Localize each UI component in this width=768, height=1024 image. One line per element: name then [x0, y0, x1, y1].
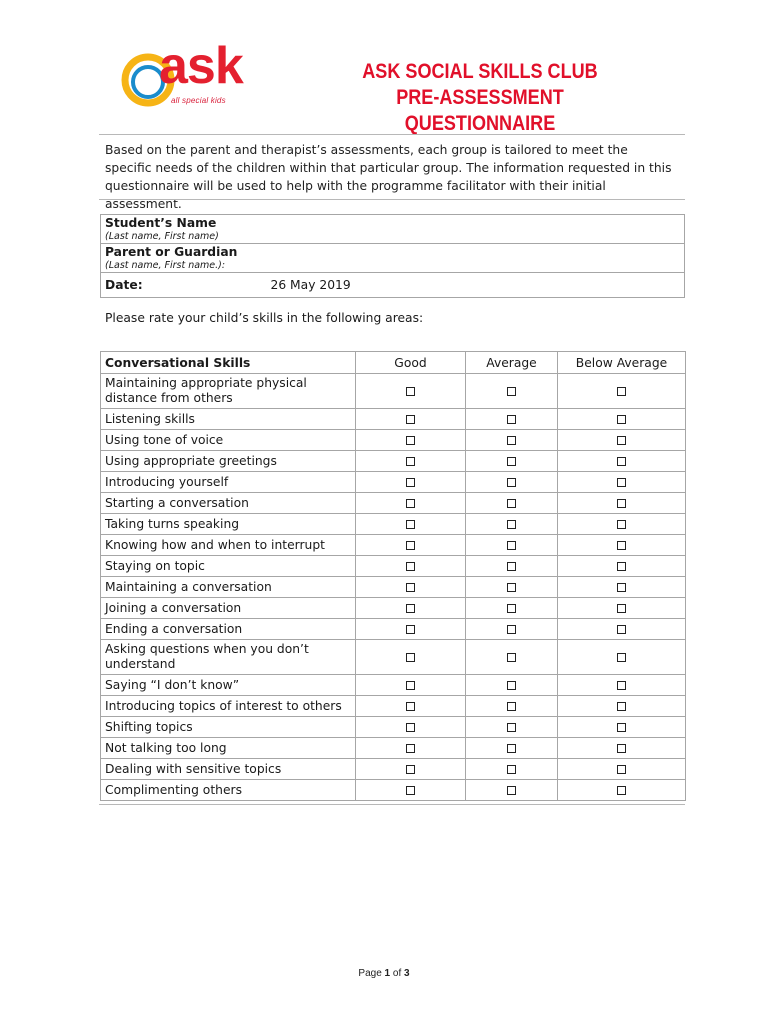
rating-cell-good — [356, 675, 466, 696]
checkbox-good[interactable] — [406, 457, 415, 466]
checkbox-below-average[interactable] — [617, 681, 626, 690]
rating-cell-average — [466, 409, 558, 430]
date-value: 26 May 2019 — [270, 278, 351, 292]
rating-cell-good — [356, 493, 466, 514]
rating-cell-good — [356, 640, 466, 675]
checkbox-average[interactable] — [507, 786, 516, 795]
info-table — [100, 214, 685, 298]
skill-label: Maintaining appropriate physical distance from others — [101, 374, 356, 409]
checkbox-good[interactable] — [406, 625, 415, 634]
rating-cell-good — [356, 409, 466, 430]
info-row-student — [101, 215, 685, 244]
skill-row — [101, 780, 686, 801]
logo-wordmark: ask — [159, 37, 243, 95]
checkbox-below-average[interactable] — [617, 387, 626, 396]
rating-cell-good — [356, 451, 466, 472]
rating-cell-good — [356, 556, 466, 577]
info-row-parent — [101, 244, 685, 273]
checkbox-below-average[interactable] — [617, 653, 626, 662]
checkbox-average[interactable] — [507, 681, 516, 690]
rating-cell-good — [356, 535, 466, 556]
page-subtitle: PRE-ASSESSMENT QUESTIONNAIRE — [396, 86, 564, 135]
page-footer — [0, 968, 768, 979]
rating-cell-average — [466, 675, 558, 696]
parent-name-hint: (Last name, First name.): — [105, 260, 226, 271]
rating-cell-average — [466, 640, 558, 675]
rating-cell-below-average — [558, 556, 686, 577]
checkbox-average[interactable] — [507, 765, 516, 774]
checkbox-below-average[interactable] — [617, 583, 626, 592]
checkbox-good[interactable] — [406, 499, 415, 508]
rating-cell-average — [466, 717, 558, 738]
checkbox-below-average[interactable] — [617, 723, 626, 732]
logo-tagline: all special kids — [171, 96, 226, 105]
rating-cell-good — [356, 598, 466, 619]
checkbox-average[interactable] — [507, 415, 516, 424]
rating-cell-below-average — [558, 619, 686, 640]
rating-cell-average — [466, 619, 558, 640]
rating-cell-below-average — [558, 717, 686, 738]
divider-intro — [99, 199, 685, 200]
rating-cell-good — [356, 717, 466, 738]
parent-name-field[interactable] — [101, 244, 685, 273]
checkbox-good[interactable] — [406, 387, 415, 396]
skill-label: Staying on topic — [101, 556, 356, 577]
date-field[interactable] — [101, 273, 685, 298]
date-label: Date: — [105, 277, 143, 292]
checkbox-below-average[interactable] — [617, 562, 626, 571]
rating-prompt: Please rate your child’s skills in the following areas: — [105, 311, 424, 325]
checkbox-average[interactable] — [507, 520, 516, 529]
skill-label: Ending a conversation — [101, 619, 356, 640]
skill-row — [101, 374, 686, 409]
rating-cell-average — [466, 451, 558, 472]
skill-label: Joining a conversation — [101, 598, 356, 619]
skill-row — [101, 556, 686, 577]
parent-name-label: Parent or Guardian — [105, 245, 238, 259]
checkbox-below-average[interactable] — [617, 744, 626, 753]
rating-cell-good — [356, 430, 466, 451]
student-name-field[interactable] — [101, 215, 685, 244]
skill-row — [101, 472, 686, 493]
checkbox-below-average[interactable] — [617, 541, 626, 550]
rating-cell-average — [466, 598, 558, 619]
rating-cell-below-average — [558, 696, 686, 717]
checkbox-good[interactable] — [406, 681, 415, 690]
checkbox-average[interactable] — [507, 604, 516, 613]
checkbox-below-average[interactable] — [617, 436, 626, 445]
skill-row — [101, 696, 686, 717]
skill-label: Using appropriate greetings — [101, 451, 356, 472]
skill-row — [101, 619, 686, 640]
checkbox-below-average[interactable] — [617, 478, 626, 487]
checkbox-below-average[interactable] — [617, 415, 626, 424]
skill-row — [101, 598, 686, 619]
skill-row — [101, 493, 686, 514]
skill-row — [101, 640, 686, 675]
skill-row — [101, 717, 686, 738]
header-good: Good — [356, 352, 466, 374]
header-conversational-skills: Conversational Skills — [101, 352, 356, 374]
skill-label: Dealing with sensitive topics — [101, 759, 356, 780]
skill-label: Not talking too long — [101, 738, 356, 759]
checkbox-average[interactable] — [507, 541, 516, 550]
footer-of-word: of — [392, 968, 402, 979]
skill-label: Listening skills — [101, 409, 356, 430]
rating-cell-average — [466, 493, 558, 514]
checkbox-below-average[interactable] — [617, 625, 626, 634]
rating-cell-below-average — [558, 430, 686, 451]
rating-cell-good — [356, 619, 466, 640]
info-row-date — [101, 273, 685, 298]
rating-cell-good — [356, 780, 466, 801]
rating-cell-average — [466, 535, 558, 556]
skill-row — [101, 514, 686, 535]
rating-cell-average — [466, 759, 558, 780]
footer-page-total: 3 — [404, 968, 410, 979]
checkbox-below-average[interactable] — [617, 702, 626, 711]
checkbox-below-average[interactable] — [617, 765, 626, 774]
rating-cell-average — [466, 577, 558, 598]
checkbox-average[interactable] — [507, 499, 516, 508]
rating-cell-good — [356, 374, 466, 409]
skills-table — [100, 351, 686, 801]
checkbox-good[interactable] — [406, 604, 415, 613]
skill-label: Introducing topics of interest to others — [101, 696, 356, 717]
divider-top — [99, 134, 685, 135]
skill-label: Introducing yourself — [101, 472, 356, 493]
rating-cell-average — [466, 514, 558, 535]
page-title: ASK SOCIAL SKILLS CLUB — [362, 60, 598, 83]
checkbox-below-average[interactable] — [617, 457, 626, 466]
checkbox-average[interactable] — [507, 562, 516, 571]
rating-cell-average — [466, 556, 558, 577]
checkbox-good[interactable] — [406, 765, 415, 774]
skill-label: Shifting topics — [101, 717, 356, 738]
rating-cell-below-average — [558, 675, 686, 696]
checkbox-average[interactable] — [507, 625, 516, 634]
student-name-label: Student’s Name — [105, 216, 217, 230]
skill-row — [101, 409, 686, 430]
checkbox-average[interactable] — [507, 457, 516, 466]
skill-row — [101, 738, 686, 759]
rating-cell-below-average — [558, 409, 686, 430]
checkbox-good[interactable] — [406, 723, 415, 732]
checkbox-average[interactable] — [507, 436, 516, 445]
footer-page-current: 1 — [384, 968, 391, 979]
skill-row — [101, 451, 686, 472]
checkbox-average[interactable] — [507, 478, 516, 487]
rating-cell-good — [356, 738, 466, 759]
skill-label: Using tone of voice — [101, 430, 356, 451]
skill-label: Starting a conversation — [101, 493, 356, 514]
rating-cell-below-average — [558, 451, 686, 472]
skill-label: Maintaining a conversation — [101, 577, 356, 598]
checkbox-average[interactable] — [507, 702, 516, 711]
skills-header-row — [101, 352, 686, 374]
intro-paragraph: Based on the parent and therapist’s assessments, each group is tailored to meet the specific needs of the children within that particular group. The information requested in this questionnaire will be used to help with the programme facilitator with their initial assessment. — [105, 143, 672, 211]
checkbox-good[interactable] — [406, 541, 415, 550]
skill-row — [101, 430, 686, 451]
rating-cell-below-average — [558, 472, 686, 493]
rating-cell-below-average — [558, 535, 686, 556]
footer-page-word: Page — [358, 968, 382, 979]
checkbox-good[interactable] — [406, 562, 415, 571]
header-average: Average — [466, 352, 558, 374]
checkbox-below-average[interactable] — [617, 786, 626, 795]
skills-table-body — [101, 374, 686, 801]
skill-row — [101, 759, 686, 780]
checkbox-good[interactable] — [406, 583, 415, 592]
checkbox-average[interactable] — [507, 653, 516, 662]
rating-cell-good — [356, 514, 466, 535]
rating-cell-below-average — [558, 759, 686, 780]
rating-cell-good — [356, 472, 466, 493]
rating-cell-below-average — [558, 577, 686, 598]
rating-cell-good — [356, 696, 466, 717]
rating-cell-below-average — [558, 374, 686, 409]
header-below-average: Below Average — [558, 352, 686, 374]
checkbox-average[interactable] — [507, 744, 516, 753]
rating-cell-good — [356, 577, 466, 598]
rating-cell-average — [466, 696, 558, 717]
divider-bottom — [99, 804, 685, 805]
rating-cell-below-average — [558, 640, 686, 675]
rating-cell-below-average — [558, 738, 686, 759]
rating-cell-good — [356, 759, 466, 780]
rating-cell-below-average — [558, 780, 686, 801]
rating-cell-average — [466, 780, 558, 801]
checkbox-below-average[interactable] — [617, 520, 626, 529]
skill-label: Saying “I don’t know” — [101, 675, 356, 696]
checkbox-average[interactable] — [507, 583, 516, 592]
rating-cell-average — [466, 738, 558, 759]
skill-label: Taking turns speaking — [101, 514, 356, 535]
checkbox-good[interactable] — [406, 744, 415, 753]
rating-cell-average — [466, 374, 558, 409]
checkbox-good[interactable] — [406, 786, 415, 795]
rating-cell-average — [466, 472, 558, 493]
skill-row — [101, 577, 686, 598]
rating-cell-below-average — [558, 493, 686, 514]
checkbox-good[interactable] — [406, 415, 415, 424]
checkbox-good[interactable] — [406, 653, 415, 662]
rating-cell-below-average — [558, 514, 686, 535]
checkbox-average[interactable] — [507, 387, 516, 396]
checkbox-below-average[interactable] — [617, 604, 626, 613]
checkbox-good[interactable] — [406, 478, 415, 487]
skill-row — [101, 675, 686, 696]
checkbox-good[interactable] — [406, 702, 415, 711]
student-name-hint: (Last name, First name) — [105, 231, 219, 242]
checkbox-good[interactable] — [406, 436, 415, 445]
skill-row — [101, 535, 686, 556]
rating-cell-average — [466, 430, 558, 451]
skill-label: Knowing how and when to interrupt — [101, 535, 356, 556]
skill-label: Complimenting others — [101, 780, 356, 801]
checkbox-average[interactable] — [507, 723, 516, 732]
skill-label: Asking questions when you don’t understand — [101, 640, 356, 675]
checkbox-below-average[interactable] — [617, 499, 626, 508]
checkbox-good[interactable] — [406, 520, 415, 529]
rating-cell-below-average — [558, 598, 686, 619]
